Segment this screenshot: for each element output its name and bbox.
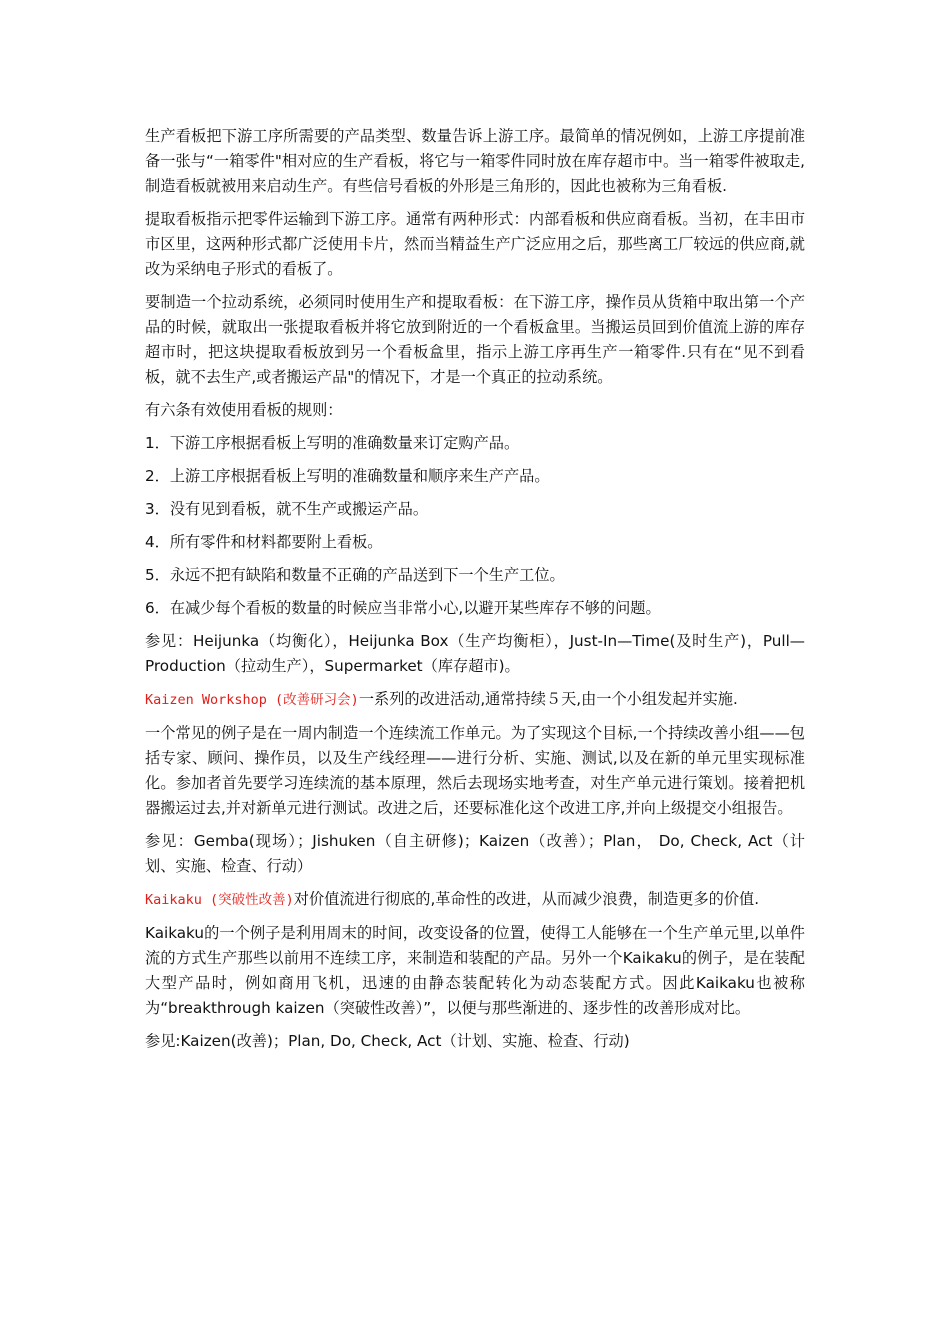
- rule-item-1: 1．下游工序根据看板上写明的准确数量来订定购产品。: [145, 434, 520, 452]
- term-kaikaku: Kaikaku (突破性改善): [145, 892, 294, 908]
- rule-item-4: 4．所有零件和材料都要附上看板。: [145, 533, 383, 551]
- rule-item-6: 6．在减少每个看板的数量的时候应当非常小心,以避开某些库存不够的问题。: [145, 599, 661, 617]
- paragraph-kaikaku-example: Kaikaku的一个例子是利用周末的时间，改变设备的位置，使得工人能够在一个生产单元里,以单件流的方式生产那些以前用不连续工序，来制造和装配的产品。另外一个Kaikaku的例子，是在装配大型产品时，例如商用飞机，迅速的由静态装配转化为动态装配方式。因此Kaikaku也被称为“breakthrough kaizen（突破性改善）”，以便与那些渐进的、逐步性的改善形成对比。: [145, 924, 805, 1017]
- paragraph-production-kanban: 生产看板把下游工序所需要的产品类型、数量告诉上游工序。最简单的情况例如，上游工序提前准备一张与“一箱零件"相对应的生产看板，将它与一箱零件同时放在库存超市中。当一箱零件被取走,制造看板就被用来启动生产。有些信号看板的外形是三角形的，因此也被称为三角看板.: [145, 127, 805, 195]
- paragraph-see-also-kanban: 参见：Heijunka（均衡化），Heijunka Box（生产均衡柜），Just-In—Time(及时生产)，Pull—Production（拉动生产），Supermarket（库存超市)。: [145, 632, 805, 675]
- rule-item-3: 3．没有见到看板，就不生产或搬运产品。: [145, 500, 429, 518]
- term-kaizen-workshop: Kaizen Workshop (改善研习会): [145, 692, 359, 708]
- paragraph-pull-system: 要制造一个拉动系统，必须同时使用生产和提取看板：在下游工序，操作员从货箱中取出第一个产品的时候，就取出一张提取看板并将它放到附近的一个看板盒里。当搬运员回到价值流上游的库存超市时，把这块提取看板放到另一个看板盒里，指示上游工序再生产一箱零件.只有在“见不到看板，就不去生产,或者搬运产品"的情况下，才是一个真正的拉动系统。: [145, 293, 805, 386]
- rule-item-5: 5．永远不把有缺陷和数量不正确的产品送到下一个生产工位。: [145, 566, 565, 584]
- paragraph-workshop-example: 一个常见的例子是在一周内制造一个连续流工作单元。为了实现这个目标,一个持续改善小组——包括专家、顾问、操作员，以及生产线经理——进行分析、实施、测试,以及在新的单元里实现标准化。参加者首先要学习连续流的基本原理，然后去现场实地考查，对生产单元进行策划。接着把机器搬运过去,并对新单元进行测试。改进之后，还要标准化这个改进工序,并向上级提交小组报告。: [145, 724, 805, 817]
- paragraph-see-also-kaikaku: 参见:Kaizen(改善)；Plan, Do, Check, Act（计划、实施、检查、行动): [145, 1032, 630, 1050]
- rule-item-2: 2．上游工序根据看板上写明的准确数量和顺序来生产产品。: [145, 467, 550, 485]
- paragraph-rules-intro: 有六条有效使用看板的规则：: [145, 401, 343, 419]
- paragraph-kaizen-workshop: [145, 687, 805, 713]
- paragraph-see-also-workshop: 参见：Gemba(现场）；Jishuken（自主研修)；Kaizen（改善）；Plan， Do, Check, Act（计划、实施、检查、行动）: [145, 832, 805, 875]
- definition-kaikaku: 对价值流进行彻底的,革命性的改进，从而减少浪费，制造更多的价值.: [293, 890, 760, 908]
- paragraph-kaikaku: [145, 887, 805, 913]
- definition-kaizen-workshop: 一系列的改进活动,通常持续５天,由一个小组发起并实施.: [358, 690, 738, 708]
- paragraph-withdrawal-kanban: 提取看板指示把零件运输到下游工序。通常有两种形式：内部看板和供应商看板。当初，在丰田市市区里，这两种形式都广泛使用卡片，然而当精益生产广泛应用之后，那些离工厂较远的供应商,就改为采纳电子形式的看板了。: [145, 210, 805, 278]
- document-body: [145, 124, 805, 1054]
